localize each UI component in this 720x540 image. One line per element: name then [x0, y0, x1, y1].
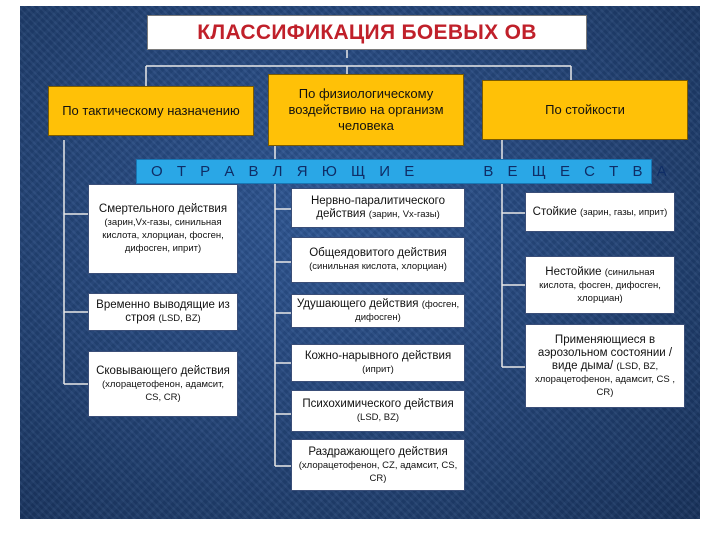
- item-name: Нестойкие: [545, 265, 602, 278]
- tactical-item-incapacitating: [88, 293, 238, 331]
- physio-item-blister: [291, 344, 465, 382]
- tactical-item-restraining: [88, 351, 238, 417]
- item-name: Общеядовитого действия: [309, 247, 447, 259]
- persistence-item-persistent: [525, 192, 675, 232]
- item-name: Нервно-паралитического действия: [310, 195, 446, 220]
- page-title: КЛАССИФИКАЦИЯ БОЕВЫХ ОВ: [147, 15, 587, 50]
- physio-item-general: [291, 237, 465, 283]
- slide-background: [20, 6, 700, 519]
- item-name: Временно выводящие из строя: [96, 299, 230, 324]
- item-name: Стойкие: [532, 205, 577, 218]
- item-examples: (синильная кислота, фосген, дифосген, хлорциан): [539, 266, 661, 304]
- item-examples: (иприт): [362, 364, 394, 375]
- category-physiological: По физиологическому воздействию на организм человека: [268, 74, 464, 146]
- banner-toxic-substances: О Т Р А В Л Я Ю Щ И Е В Е Щ Е С Т В А: [136, 159, 652, 184]
- persistence-item-nonpersistent: [525, 256, 675, 314]
- category-tactical: По тактическому назначению: [48, 86, 254, 136]
- item-name: Сковывающего действия: [96, 364, 230, 377]
- item-examples: (хлорацетофенон, CZ, адамсит, CS, CR): [298, 459, 458, 484]
- item-examples: (хлорацетофенон, адамсит, CS, CR): [101, 378, 225, 403]
- item-name: Удушающего действия: [296, 298, 419, 310]
- item-name: Кожно-нарывного действия: [304, 350, 452, 362]
- item-examples: (зарин,Vx-газы, синильная кислота, хлорциан, фосген, дифосген, иприт): [102, 217, 224, 254]
- item-name: Применяющиеся в аэрозольном состоянии / виде дыма/: [537, 333, 673, 372]
- item-examples: (зарин, Vx-газы): [368, 209, 440, 220]
- physio-item-choking: [291, 294, 465, 328]
- persistence-item-aerosol: [525, 324, 685, 408]
- category-persistence: По стойкости: [482, 80, 688, 140]
- physio-item-irritant: [291, 439, 465, 491]
- item-examples: (зарин, газы, иприт): [579, 206, 668, 218]
- item-examples: (LSD, BZ, хлорацетофенон, адамсит, CS , CR): [535, 360, 675, 398]
- physio-item-psychochemical: [291, 390, 465, 432]
- physio-item-nerve: [291, 188, 465, 228]
- item-name: Смертельного действия: [98, 203, 228, 215]
- item-examples: (LSD, BZ): [356, 412, 400, 423]
- item-name: Психохимического действия: [302, 398, 454, 410]
- item-name: Раздражающего действия: [308, 445, 448, 458]
- tactical-item-lethal: [88, 184, 238, 274]
- item-examples: (фосген, дифосген): [355, 299, 460, 323]
- item-examples: (LSD, BZ): [158, 313, 201, 324]
- item-examples: (синильная кислота, хлорциан): [309, 261, 447, 272]
